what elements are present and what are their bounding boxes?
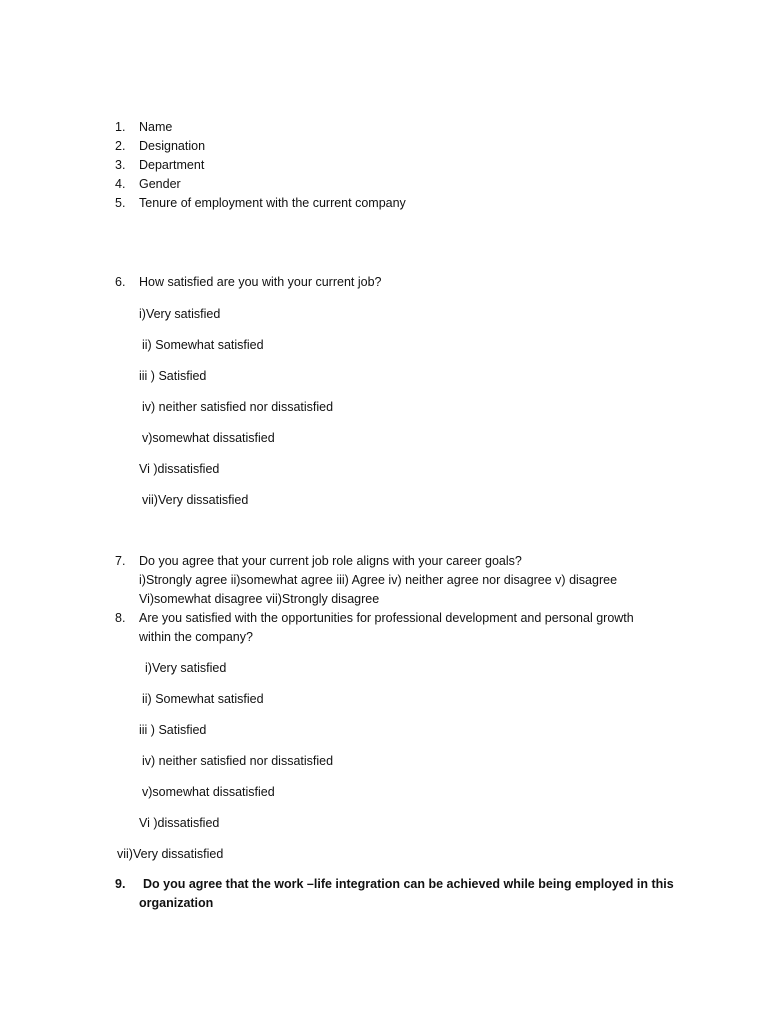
q8-option-6: Vi )dissatisfied <box>139 816 220 830</box>
q6-option-6: Vi )dissatisfied <box>139 462 220 476</box>
item-text: Department <box>139 158 205 172</box>
q9-question-line-2: organization <box>139 896 214 910</box>
q8-option-7: vii)Very dissatisfied <box>117 847 224 861</box>
item-text: Gender <box>139 177 181 191</box>
item-number: 4. <box>115 177 126 191</box>
q6-option-5: v)somewhat dissatisfied <box>142 431 275 445</box>
item-number: 2. <box>115 139 126 153</box>
q6-option-7: vii)Very dissatisfied <box>142 493 249 507</box>
question-text: Do you agree that your current job role aligns with your career goals? <box>139 554 522 568</box>
question-text: Are you satisfied with the opportunities for professional development and personal growth <box>139 611 634 625</box>
item-text: Name <box>139 120 173 134</box>
q8-option-2: ii) Somewhat satisfied <box>142 692 264 706</box>
item-text: Designation <box>139 139 206 153</box>
q8-option-1: i)Very satisfied <box>145 661 227 675</box>
q8-question-line-2: within the company? <box>139 630 253 644</box>
q6-option-4: iv) neither satisfied nor dissatisfied <box>142 400 334 414</box>
q7-options-line-1: i)Strongly agree ii)somewhat agree iii) Agree iv) neither agree nor disagree v) disagree <box>139 573 618 587</box>
q6-option-3: iii ) Satisfied <box>139 369 207 383</box>
question-text: How satisfied are you with your current job? <box>139 275 382 289</box>
item-text: Tenure of employment with the current company <box>139 196 406 210</box>
question-number: 8. <box>115 611 126 625</box>
item-number: 1. <box>115 120 126 134</box>
q8-option-4: iv) neither satisfied nor dissatisfied <box>142 754 334 768</box>
q7-options-line-2: Vi)somewhat disagree vii)Strongly disagree <box>139 592 380 606</box>
question-text: Do you agree that the work –life integration can be achieved while being employed in this <box>143 877 674 891</box>
question-number: 9. <box>115 877 126 891</box>
q8-option-3: iii ) Satisfied <box>139 723 207 737</box>
item-number: 3. <box>115 158 126 172</box>
q6-option-2: ii) Somewhat satisfied <box>142 338 264 352</box>
q6-option-1: i)Very satisfied <box>139 307 221 321</box>
q8-option-5: v)somewhat dissatisfied <box>142 785 275 799</box>
question-number: 6. <box>115 275 126 289</box>
question-number: 7. <box>115 554 126 568</box>
item-number: 5. <box>115 196 126 210</box>
